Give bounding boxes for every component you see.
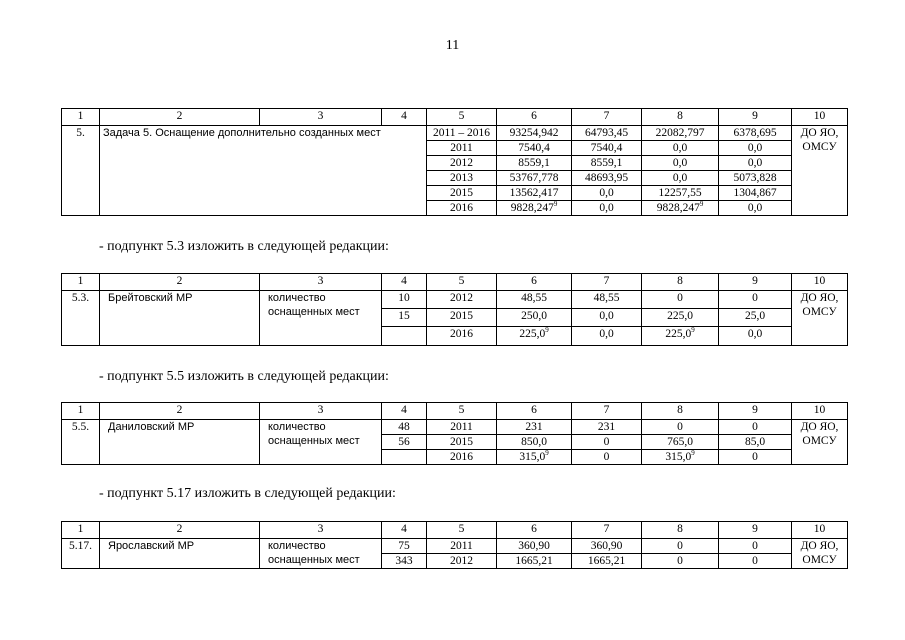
value-cell: 225,0 <box>642 309 719 327</box>
header-cell: 2 <box>100 522 260 539</box>
table-5-3 <box>61 273 848 346</box>
header-cell: 5 <box>427 109 497 126</box>
table-row <box>62 126 848 141</box>
value-cell <box>497 201 572 216</box>
quantity-cell: 15 <box>382 309 427 327</box>
quantity-cell: 48 <box>382 420 427 435</box>
header-cell: 3 <box>260 274 382 291</box>
district-name: Брейтовский МР <box>100 291 260 346</box>
year-cell: 2011 <box>427 141 497 156</box>
value-cell: 850,0 <box>497 435 572 450</box>
value-cell: 0 <box>719 539 792 554</box>
header-cell: 2 <box>100 403 260 420</box>
table-row <box>62 291 848 309</box>
instruction-5-17: - подпункт 5.17 изложить в следующей редакции: <box>99 486 396 501</box>
year-cell: 2012 <box>427 291 497 309</box>
year-cell: 2016 <box>427 450 497 465</box>
table-task-5 <box>61 108 848 216</box>
header-cell: 1 <box>62 274 100 291</box>
executor-cell: ДО ЯО, ОМСУ <box>792 420 848 465</box>
value-cell: 0 <box>719 291 792 309</box>
executor-cell: ДО ЯО, ОМСУ <box>792 291 848 346</box>
value-cell: 231 <box>572 420 642 435</box>
table-row <box>62 420 848 435</box>
value-cell: 93254,942 <box>497 126 572 141</box>
item-number: 5.17. <box>62 539 100 569</box>
value-cell: 0,0 <box>642 141 719 156</box>
value-cell: 0 <box>572 435 642 450</box>
year-cell: 2016 <box>427 201 497 216</box>
footnote-mark: 9 <box>553 200 558 209</box>
instruction-5-5: - подпункт 5.5 изложить в следующей редакции: <box>99 369 389 384</box>
header-cell: 1 <box>62 522 100 539</box>
value-cell: 0,0 <box>719 156 792 171</box>
value-cell <box>642 327 719 346</box>
value-cell: 48,55 <box>572 291 642 309</box>
value-text: 225,0 <box>665 328 692 340</box>
value-cell: 1665,21 <box>572 554 642 569</box>
footnote-mark: 9 <box>691 326 695 335</box>
item-number: 5.5. <box>62 420 100 465</box>
table-5-17 <box>61 521 848 569</box>
quantity-cell <box>382 450 427 465</box>
year-cell: 2012 <box>427 554 497 569</box>
year-cell: 2016 <box>427 327 497 346</box>
header-cell: 6 <box>497 403 572 420</box>
value-text: 225,0 <box>519 328 546 340</box>
header-cell: 8 <box>642 522 719 539</box>
value-cell: 765,0 <box>642 435 719 450</box>
header-cell: 10 <box>792 109 848 126</box>
value-cell: 1304,867 <box>719 186 792 201</box>
value-cell: 0,0 <box>572 186 642 201</box>
table-header-row <box>62 403 848 420</box>
value-cell: 0 <box>719 450 792 465</box>
value-cell: 0 <box>572 450 642 465</box>
value-cell <box>642 450 719 465</box>
year-cell: 2011 – 2016 <box>427 126 497 141</box>
value-cell <box>497 327 572 346</box>
header-cell: 3 <box>260 109 382 126</box>
header-cell: 8 <box>642 109 719 126</box>
value-cell: 0,0 <box>572 327 642 346</box>
value-cell: 250,0 <box>497 309 572 327</box>
header-cell: 1 <box>62 109 100 126</box>
header-cell: 8 <box>642 403 719 420</box>
table-5-5 <box>61 402 848 465</box>
instruction-5-3: - подпункт 5.3 изложить в следующей редакции: <box>99 239 389 254</box>
value-cell: 64793,45 <box>572 126 642 141</box>
value-cell: 1665,21 <box>497 554 572 569</box>
value-cell <box>497 450 572 465</box>
value-cell: 6378,695 <box>719 126 792 141</box>
value-cell: 0,0 <box>642 156 719 171</box>
header-cell: 9 <box>719 109 792 126</box>
year-cell: 2012 <box>427 156 497 171</box>
header-cell: 4 <box>382 403 427 420</box>
page-number: 11 <box>445 38 460 53</box>
quantity-cell: 56 <box>382 435 427 450</box>
header-cell: 6 <box>497 522 572 539</box>
value-cell: 360,90 <box>497 539 572 554</box>
value-cell: 0,0 <box>572 309 642 327</box>
footnote-mark: 9 <box>691 449 695 458</box>
header-cell: 9 <box>719 274 792 291</box>
header-cell: 9 <box>719 403 792 420</box>
value-cell: 25,0 <box>719 309 792 327</box>
header-cell: 10 <box>792 522 848 539</box>
header-cell: 5 <box>427 522 497 539</box>
value-text: 9828,247 <box>656 202 700 214</box>
header-cell: 7 <box>572 403 642 420</box>
header-cell: 9 <box>719 522 792 539</box>
table-header-row <box>62 274 848 291</box>
footnote-mark: 9 <box>699 200 704 209</box>
year-cell: 2015 <box>427 309 497 327</box>
year-cell: 2013 <box>427 171 497 186</box>
value-cell: 0,0 <box>642 171 719 186</box>
header-cell: 2 <box>100 109 260 126</box>
value-cell: 0 <box>642 420 719 435</box>
value-cell: 0,0 <box>719 141 792 156</box>
header-cell: 10 <box>792 403 848 420</box>
item-number: 5.3. <box>62 291 100 346</box>
indicator-name: количество оснащенных мест <box>260 539 382 569</box>
header-cell: 7 <box>572 109 642 126</box>
item-number: 5. <box>62 126 100 216</box>
quantity-cell: 343 <box>382 554 427 569</box>
quantity-cell <box>382 327 427 346</box>
table-row <box>62 539 848 554</box>
district-name: Даниловский МР <box>100 420 260 465</box>
value-cell: 48693,95 <box>572 171 642 186</box>
header-cell: 5 <box>427 274 497 291</box>
year-cell: 2015 <box>427 186 497 201</box>
table-header-row <box>62 109 848 126</box>
quantity-cell: 10 <box>382 291 427 309</box>
header-cell: 3 <box>260 403 382 420</box>
value-cell <box>642 201 719 216</box>
header-cell: 2 <box>100 274 260 291</box>
year-cell: 2011 <box>427 420 497 435</box>
value-cell: 0,0 <box>719 201 792 216</box>
table-header-row <box>62 522 848 539</box>
value-cell: 7540,4 <box>572 141 642 156</box>
footnote-mark: 9 <box>545 326 549 335</box>
district-name: Ярославский МР <box>100 539 260 569</box>
header-cell: 5 <box>427 403 497 420</box>
indicator-name: количество оснащенных мест <box>260 420 382 465</box>
value-cell: 231 <box>497 420 572 435</box>
quantity-cell: 75 <box>382 539 427 554</box>
header-cell: 4 <box>382 274 427 291</box>
value-cell: 13562,417 <box>497 186 572 201</box>
header-cell: 7 <box>572 274 642 291</box>
value-cell: 360,90 <box>572 539 642 554</box>
year-cell: 2015 <box>427 435 497 450</box>
value-cell: 0,0 <box>572 201 642 216</box>
value-cell: 5073,828 <box>719 171 792 186</box>
header-cell: 8 <box>642 274 719 291</box>
value-cell: 0 <box>719 554 792 569</box>
header-cell: 7 <box>572 522 642 539</box>
value-cell: 22082,797 <box>642 126 719 141</box>
header-cell: 6 <box>497 109 572 126</box>
value-cell: 12257,55 <box>642 186 719 201</box>
header-cell: 4 <box>382 522 427 539</box>
value-text: 9828,247 <box>510 202 554 214</box>
value-cell: 53767,778 <box>497 171 572 186</box>
value-cell: 0 <box>719 420 792 435</box>
header-cell: 10 <box>792 274 848 291</box>
task-title: Задача 5. Оснащение дополнительно созданных мест <box>100 126 427 216</box>
year-cell: 2011 <box>427 539 497 554</box>
value-cell: 0,0 <box>719 327 792 346</box>
value-cell: 0 <box>642 291 719 309</box>
value-cell: 7540,4 <box>497 141 572 156</box>
value-cell: 0 <box>642 539 719 554</box>
value-cell: 8559,1 <box>497 156 572 171</box>
value-cell: 85,0 <box>719 435 792 450</box>
value-text: 315,0 <box>665 451 692 463</box>
value-cell: 48,55 <box>497 291 572 309</box>
footnote-mark: 9 <box>545 449 549 458</box>
header-cell: 3 <box>260 522 382 539</box>
executor-cell: ДО ЯО, ОМСУ <box>792 126 848 216</box>
value-text: 315,0 <box>519 451 546 463</box>
value-cell: 8559,1 <box>572 156 642 171</box>
header-cell: 6 <box>497 274 572 291</box>
header-cell: 1 <box>62 403 100 420</box>
executor-cell: ДО ЯО, ОМСУ <box>792 539 848 569</box>
indicator-name: количество оснащенных мест <box>260 291 382 346</box>
value-cell: 0 <box>642 554 719 569</box>
header-cell: 4 <box>382 109 427 126</box>
